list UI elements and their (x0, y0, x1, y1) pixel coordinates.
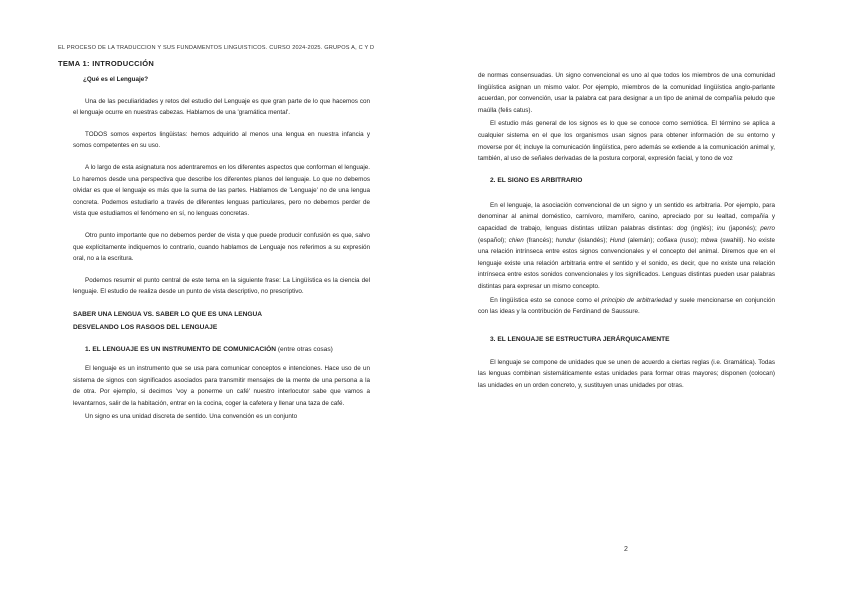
subsection-heading: 3. EL LENGUAJE SE ESTRUCTURA JERÁRQUICAMENTE (490, 335, 670, 343)
paragraph: El lenguaje se compone de unidades que se unen de acuerdo a ciertas reglas (i.e. Gramática). Todas las lenguas combinan sistemáticamente estas unidades para formar otras mayores; disponen (colocan) las unidades en un orden concreto, y, sustituyen unas unidades por otras. (478, 358, 775, 389)
paragraph: Podemos resumir el punto central de este tema en la siguiente frase: La Lingüística es la ciencia del lenguaje. El estudio de realiza desde un punto de vista descriptivo, no prescriptivo. (73, 276, 370, 296)
paragraph: El lenguaje es un instrumento que se usa para comunicar conceptos e intenciones. Hace uso de un sistema de signos con significados asociados para transmitir mensajes de la mente de una persona a la de otra. Por ejemplo, si decimos 'voy a ponerme un café' nuestro interlocutor sabe que vamos a levantarnos, salir de la habitación, entrar en la cocina, coger la cafetera y llenar una taza de café. (73, 364, 370, 407)
section-heading: DESVELANDO LOS RASGOS DEL LENGUAJE (73, 323, 218, 331)
subsection-heading (85, 344, 370, 355)
running-header: EL PROCESO DE LA TRADUCCIÓN Y SUS FUNDAMENTOS LINGÜÍSTICOS. CURSO 2024-2025. GRUPOS A, C Y D (58, 45, 375, 51)
page-number: 2 (624, 546, 628, 553)
subsection-heading-note: (entre otras cosas) (277, 345, 333, 353)
chapter-title: TEMA 1: INTRODUCCIÓN (58, 59, 155, 68)
paragraph: Un signo es una unidad discreta de sentido. Una convención es un conjunto (85, 413, 298, 421)
paragraph: En lingüística esto se conoce como el principio de arbitrariedad y suele mencionarse en conjunción con las ideas y la contribución de Ferdinand de Saussure. (478, 296, 775, 316)
left-column (58, 58, 370, 425)
subsection-heading: 2. EL SIGNO ES ARBITRARIO (490, 176, 583, 184)
paragraph: Una de las peculiaridades y retos del estudio del Lenguaje es que gran parte de lo que hacemos con el lenguaje ocurre en nuestras cabezas. Hablamos de una 'gramática mental'. (73, 97, 370, 117)
paragraph: En el lenguaje, la asociación convencional de un signo y un sentido es arbitraria. Por ejemplo, para denominar al animal doméstico, carnívoro, mamífero, canino, apreciado por su lealtad, compañía y capacidad de trabajo, lenguas distintas utilizan palabras distintas: dog (inglés); inu (japonés); perro (español); chien (francés); hundur (islandés); Hund (alemán); собака (ruso); mbwa (swahili). No existe una relación intrínseca entre estos signos convencionales y el concepto del animal. Diremos que en el lenguaje existe una relación arbitraria entre el sentido y el sonido, es decir, que no existe una relación intrínseca entre estos sonidos convencionales y los significados. Lenguas distintas pueden usar palabras distintas para expresar un mismo concepto. (478, 201, 775, 290)
paragraph: El estudio más general de los signos es lo que se conoce como semiótica. El término se aplica a cualquier sistema en el que los organismos usan signos para obtener información de su entorno y moverse por él; incluye la comunicación lingüística, pero además se extiende a la comunicación animal y, también, al uso de señales derivadas de la postura corporal, expresión facial, y tono de voz (478, 120, 775, 163)
section-question: ¿Qué es el Lenguaje? (83, 76, 149, 83)
paragraph: A lo largo de esta asignatura nos adentraremos en los diferentes aspectos que conforman el lenguaje. Lo haremos desde una perspectiva que describe los diferentes planos del lenguaje. Lo que no debemos olvidar es que el lenguaje es más que la suma de las partes. Hablamos de 'Lenguaje' no de una lengua concreta. Podemos estudiarlo a través de diferentes lenguas particulares, pero no debemos perder de vista que estudiamos el fenómeno en sí, no lenguas concretas. (73, 163, 370, 218)
subsection-heading-main: 1. EL LENGUAJE ES UN INSTRUMENTO DE COMUNICACIÓN (85, 345, 276, 353)
paragraph: de normas consensuadas. Un signo convencional es uno al que todos los miembros de una comunidad lingüística asignan un mismo valor. Por ejemplo, miembros de la comunidad lingüística anglo-parlante acuerdan, por convención, usar la palabra cat para designar a un tipo de animal de compañía peludo que maúlla (felis catus). (478, 72, 775, 114)
paragraph: TODOS somos expertos lingüistas: hemos adquirido al menos una lengua en nuestra infancia y somos competentes en su uso. (73, 130, 370, 150)
section-heading: SABER UNA LENGUA VS. SABER LO QUE ES UNA LENGUA (73, 310, 263, 318)
paragraph: Otro punto importante que no debemos perder de vista y que puede producir confusión es que, salvo que explícitamente indiquemos lo contrario, cuando hablamos de Lenguaje nos referimos a su expresión oral, no a la escritura. (73, 231, 370, 263)
right-column (478, 70, 775, 393)
